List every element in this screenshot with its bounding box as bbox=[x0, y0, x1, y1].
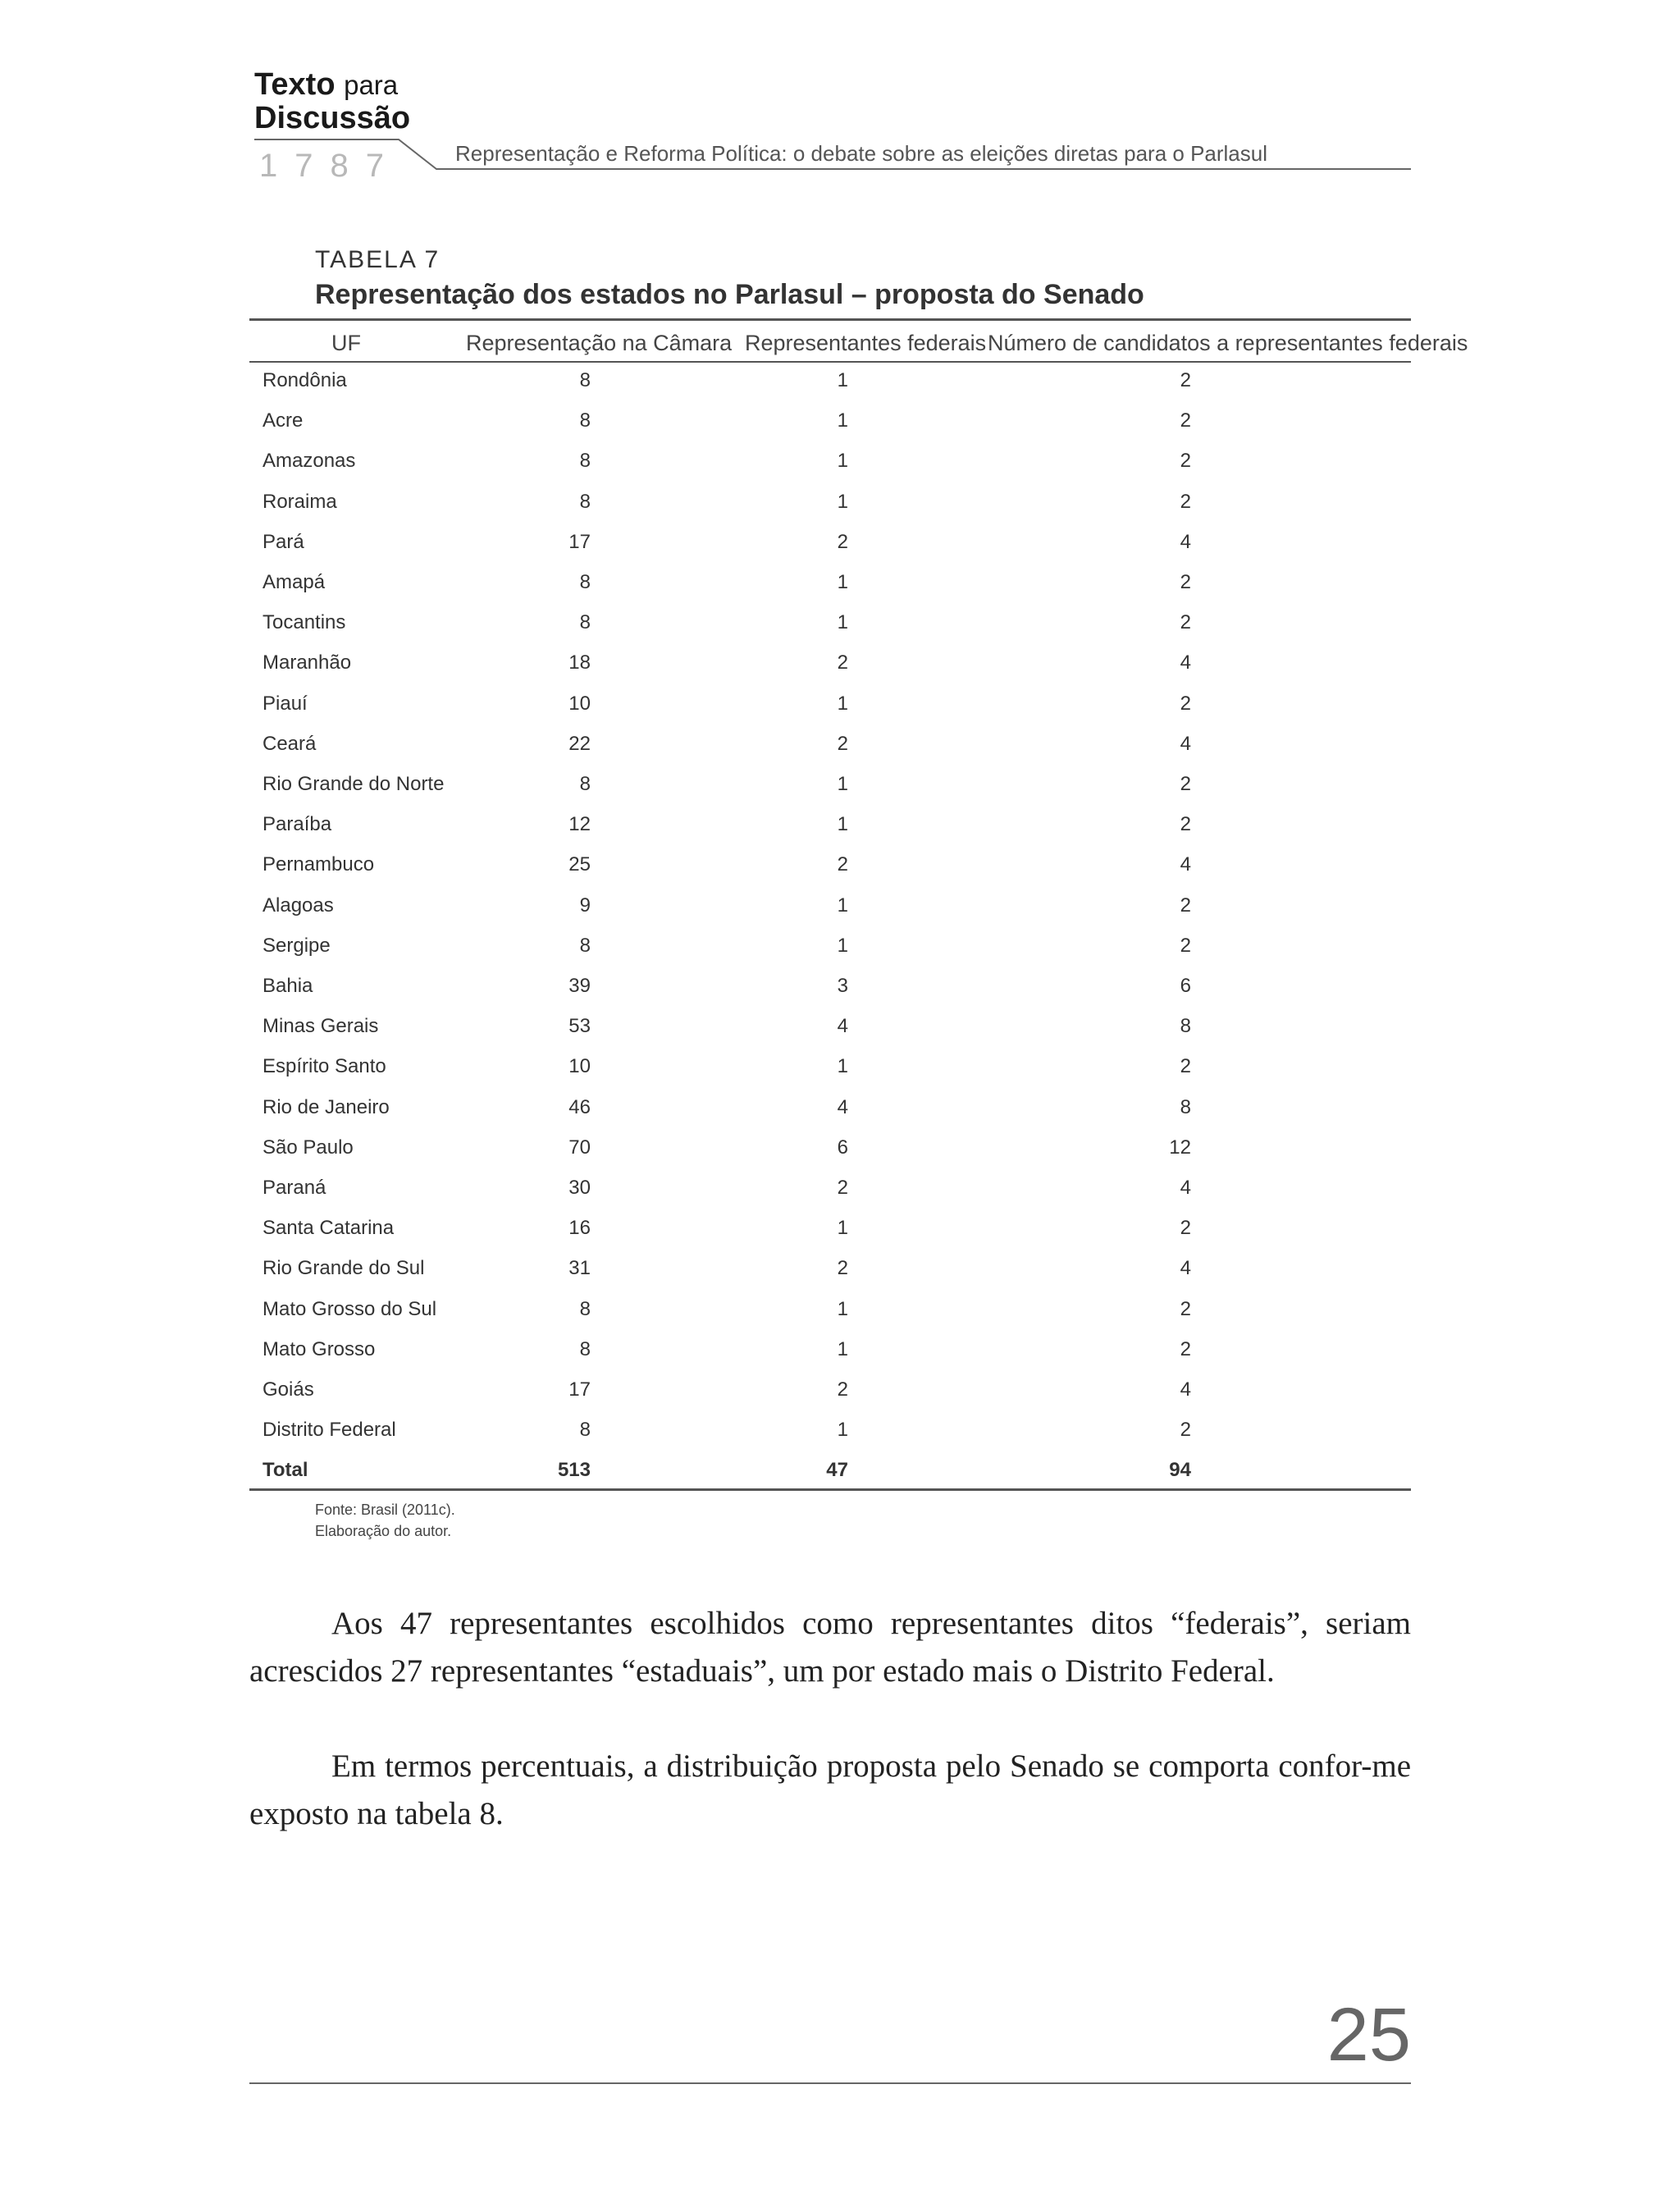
cell-candidatos: 4 bbox=[1180, 651, 1191, 674]
cell-candidatos: 2 bbox=[1180, 773, 1191, 795]
table-row bbox=[249, 926, 1411, 967]
cell-camara: 8 bbox=[579, 369, 591, 391]
cell-uf: Rio de Janeiro bbox=[262, 1095, 390, 1118]
table-row bbox=[249, 1047, 1411, 1087]
cell-federais: 2 bbox=[837, 1257, 848, 1280]
cell-federais: 1 bbox=[837, 1337, 848, 1360]
cell-uf: Tocantins bbox=[262, 611, 346, 634]
table-row bbox=[249, 1209, 1411, 1249]
table-row bbox=[249, 1249, 1411, 1289]
cell-uf: Santa Catarina bbox=[262, 1217, 395, 1240]
cell-candidatos: 2 bbox=[1180, 490, 1191, 513]
cell-candidatos: 2 bbox=[1180, 369, 1191, 391]
cell-federais: 1 bbox=[837, 611, 848, 634]
cell-camara: 8 bbox=[579, 611, 591, 634]
series-title-light: para bbox=[344, 70, 399, 100]
cell-candidatos: 8 bbox=[1180, 1095, 1191, 1118]
cell-federais: 1 bbox=[837, 813, 848, 836]
cell-camara: 17 bbox=[568, 1378, 591, 1401]
cell-candidatos: 4 bbox=[1180, 1257, 1191, 1280]
cell-camara: 53 bbox=[568, 1015, 591, 1038]
cell-camara: 8 bbox=[579, 450, 591, 473]
cell-candidatos: 12 bbox=[1169, 1136, 1191, 1159]
body-paragraph-1 bbox=[249, 1600, 1411, 1695]
cell-uf: Rondônia bbox=[262, 369, 347, 391]
cell-federais: 4 bbox=[837, 1095, 848, 1118]
cell-federais: 1 bbox=[837, 1297, 848, 1320]
cell-candidatos: 4 bbox=[1180, 853, 1191, 876]
cell-camara: 22 bbox=[568, 732, 591, 755]
body-paragraph-1-text: Aos 47 representantes escolhidos como representantes ditos “federais”, seriam acrescidos 27 representantes “estaduais”, um por estado mais o Distrito Federal. bbox=[249, 1606, 1411, 1689]
cell-candidatos: 2 bbox=[1180, 450, 1191, 473]
cell-candidatos: 2 bbox=[1180, 934, 1191, 957]
cell-federais: 47 bbox=[826, 1459, 848, 1482]
series-title-bold: Texto bbox=[254, 67, 336, 102]
cell-federais: 2 bbox=[837, 853, 848, 876]
cell-camara: 513 bbox=[557, 1459, 591, 1482]
cell-candidatos: 2 bbox=[1180, 1419, 1191, 1442]
cell-uf: Distrito Federal bbox=[262, 1419, 396, 1442]
table-total-row bbox=[249, 1451, 1411, 1491]
cell-camara: 8 bbox=[579, 773, 591, 795]
cell-uf: Goiás bbox=[262, 1378, 314, 1401]
table-row bbox=[249, 886, 1411, 926]
cell-camara: 16 bbox=[568, 1217, 591, 1240]
cell-camara: 8 bbox=[579, 490, 591, 513]
cell-uf: São Paulo bbox=[262, 1136, 354, 1159]
table-row bbox=[249, 643, 1411, 683]
cell-uf: Pará bbox=[262, 530, 304, 553]
cell-federais: 1 bbox=[837, 1055, 848, 1078]
cell-camara: 31 bbox=[568, 1257, 591, 1280]
cell-federais: 1 bbox=[837, 450, 848, 473]
page-number: 25 bbox=[1326, 1993, 1411, 2077]
cell-federais: 6 bbox=[837, 1136, 848, 1159]
cell-camara: 30 bbox=[568, 1177, 591, 1199]
table-source: Fonte: Brasil (2011c). bbox=[315, 1502, 455, 1518]
cell-uf: Maranhão bbox=[262, 651, 352, 674]
column-header-candidatos: Número de candidatos a representantes federais bbox=[988, 331, 1468, 355]
table-row bbox=[249, 603, 1411, 643]
cell-candidatos: 2 bbox=[1180, 1297, 1191, 1320]
table-row bbox=[249, 805, 1411, 845]
cell-candidatos: 4 bbox=[1180, 1177, 1191, 1199]
cell-uf: Pernambuco bbox=[262, 853, 375, 876]
table-row bbox=[249, 1410, 1411, 1451]
cell-candidatos: 2 bbox=[1180, 1337, 1191, 1360]
table-row bbox=[249, 1088, 1411, 1128]
cell-federais: 2 bbox=[837, 1378, 848, 1401]
cell-camara: 8 bbox=[579, 1297, 591, 1320]
cell-camara: 8 bbox=[579, 1337, 591, 1360]
table-row bbox=[249, 523, 1411, 563]
cell-candidatos: 2 bbox=[1180, 1055, 1191, 1078]
cell-federais: 1 bbox=[837, 934, 848, 957]
cell-federais: 1 bbox=[837, 692, 848, 715]
cell-federais: 1 bbox=[837, 409, 848, 432]
cell-uf: Mato Grosso do Sul bbox=[262, 1297, 437, 1320]
table-row bbox=[249, 845, 1411, 885]
cell-candidatos: 94 bbox=[1169, 1459, 1191, 1482]
column-header-camara: Representação na Câmara bbox=[466, 331, 733, 355]
series-title-line2: Discussão bbox=[254, 101, 411, 135]
cell-federais: 1 bbox=[837, 571, 848, 593]
cell-camara: 10 bbox=[568, 692, 591, 715]
cell-camara: 10 bbox=[568, 1055, 591, 1078]
cell-camara: 46 bbox=[568, 1095, 591, 1118]
table-row bbox=[249, 1128, 1411, 1168]
cell-federais: 2 bbox=[837, 1177, 848, 1199]
cell-candidatos: 6 bbox=[1180, 975, 1191, 997]
table-row bbox=[249, 1168, 1411, 1209]
cell-federais: 2 bbox=[837, 651, 848, 674]
cell-uf: Amapá bbox=[262, 571, 326, 593]
cell-camara: 9 bbox=[579, 894, 591, 917]
cell-federais: 1 bbox=[837, 1419, 848, 1442]
cell-uf: Paraná bbox=[262, 1177, 326, 1199]
cell-candidatos: 8 bbox=[1180, 1015, 1191, 1038]
cell-camara: 17 bbox=[568, 530, 591, 553]
table-row bbox=[249, 1370, 1411, 1410]
cell-camara: 25 bbox=[568, 853, 591, 876]
table-row bbox=[249, 1007, 1411, 1047]
cell-camara: 70 bbox=[568, 1136, 591, 1159]
footer-rule bbox=[249, 2082, 1411, 2084]
cell-uf: Sergipe bbox=[262, 934, 331, 957]
cell-uf: Piauí bbox=[262, 692, 308, 715]
cell-candidatos: 2 bbox=[1180, 692, 1191, 715]
cell-camara: 12 bbox=[568, 813, 591, 836]
cell-camara: 8 bbox=[579, 571, 591, 593]
cell-camara: 8 bbox=[579, 934, 591, 957]
cell-uf: Mato Grosso bbox=[262, 1337, 376, 1360]
body-paragraph-2-text: Em termos percentuais, a distribuição proposta pelo Senado se comporta confor-me exposto na tabela 8. bbox=[249, 1748, 1411, 1831]
cell-uf: Rio Grande do Sul bbox=[262, 1257, 425, 1280]
table-row bbox=[249, 563, 1411, 603]
cell-federais: 2 bbox=[837, 732, 848, 755]
table-row bbox=[249, 441, 1411, 482]
cell-camara: 8 bbox=[579, 1419, 591, 1442]
table-row bbox=[249, 1290, 1411, 1330]
cell-federais: 1 bbox=[837, 490, 848, 513]
cell-uf: Paraíba bbox=[262, 813, 332, 836]
table-elaboration: Elaboração do autor. bbox=[315, 1523, 452, 1539]
table-label: TABELA 7 bbox=[315, 246, 441, 273]
table-bottom-rule bbox=[249, 1488, 1411, 1491]
cell-candidatos: 2 bbox=[1180, 1217, 1191, 1240]
cell-federais: 1 bbox=[837, 1217, 848, 1240]
column-header-federais: Representantes federais bbox=[745, 331, 987, 355]
cell-federais: 4 bbox=[837, 1015, 848, 1038]
cell-candidatos: 2 bbox=[1180, 813, 1191, 836]
column-header-uf: UF bbox=[331, 331, 361, 355]
table-row bbox=[249, 1330, 1411, 1370]
table-row bbox=[249, 482, 1411, 523]
cell-uf: Rio Grande do Norte bbox=[262, 773, 445, 795]
cell-uf: Ceará bbox=[262, 732, 317, 755]
table-row bbox=[249, 361, 1411, 401]
table-row bbox=[249, 684, 1411, 725]
cell-uf: Acre bbox=[262, 409, 304, 432]
cell-uf: Roraima bbox=[262, 490, 337, 513]
cell-candidatos: 4 bbox=[1180, 530, 1191, 553]
cell-federais: 2 bbox=[837, 530, 848, 553]
table-row bbox=[249, 725, 1411, 765]
cell-candidatos: 2 bbox=[1180, 894, 1191, 917]
cell-federais: 1 bbox=[837, 369, 848, 391]
cell-federais: 1 bbox=[837, 894, 848, 917]
running-title: Representação e Reforma Política: o debate sobre as eleições diretas para o Parlasul bbox=[455, 141, 1268, 166]
table-top-rule bbox=[249, 318, 1411, 321]
cell-camara: 8 bbox=[579, 409, 591, 432]
table-row bbox=[249, 765, 1411, 805]
cell-camara: 39 bbox=[568, 975, 591, 997]
table-row bbox=[249, 967, 1411, 1007]
cell-uf: Alagoas bbox=[262, 894, 334, 917]
cell-candidatos: 4 bbox=[1180, 732, 1191, 755]
table-row bbox=[249, 401, 1411, 441]
cell-uf: Bahia bbox=[262, 975, 313, 997]
series-number: 1787 bbox=[259, 148, 401, 184]
cell-federais: 1 bbox=[837, 773, 848, 795]
cell-candidatos: 2 bbox=[1180, 571, 1191, 593]
body-paragraph-2 bbox=[249, 1743, 1411, 1838]
cell-uf: Amazonas bbox=[262, 450, 356, 473]
cell-candidatos: 2 bbox=[1180, 409, 1191, 432]
cell-uf: Total bbox=[262, 1459, 308, 1482]
cell-federais: 3 bbox=[837, 975, 848, 997]
cell-uf: Minas Gerais bbox=[262, 1015, 379, 1038]
cell-uf: Espírito Santo bbox=[262, 1055, 386, 1078]
table-title: Representação dos estados no Parlasul – proposta do Senado bbox=[315, 279, 1144, 310]
cell-candidatos: 4 bbox=[1180, 1378, 1191, 1401]
cell-candidatos: 2 bbox=[1180, 611, 1191, 634]
cell-camara: 18 bbox=[568, 651, 591, 674]
